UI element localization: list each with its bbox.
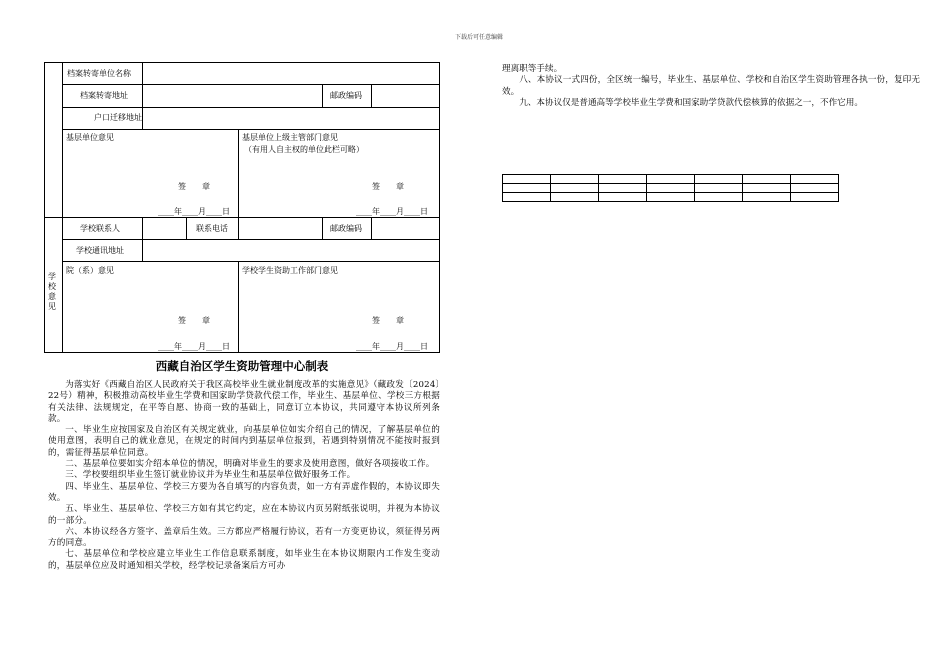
superior-opinion-label: 基层单位上级主管部门意见 (242, 133, 338, 142)
superior-date-label: ____年____月____日 (356, 207, 428, 216)
aid-date-label: ____年____月____日 (356, 342, 428, 351)
agreement-continuation (502, 64, 920, 109)
aid-sign-label: 签 章 (372, 316, 404, 325)
paragraph: 三、学校要组织毕业生签订就业协议并为毕业生和基层单位做好服务工作。 (65, 470, 356, 481)
school-side-label: 学校意见 (48, 272, 56, 311)
paragraph: 理离职等手续。 (502, 64, 563, 74)
superior-opinion-note: （有用人自主权的单位此栏可略） (244, 145, 364, 154)
school-address-label: 学校通讯地址 (76, 246, 124, 255)
dept-opinion-label: 院（系）意见 (66, 266, 114, 275)
blank-table (502, 174, 839, 202)
paragraph: 六、本协议经各方签字、盖章后生效。三方都应严格履行协议，若有一方变更协议，须征得另两方的同意。 (48, 526, 440, 549)
paragraph: 七、基层单位和学校应建立毕业生工作信息联系制度，如毕业生在本协议期限内工作发生变动的，基层单位应及时通知相关学校，经学校记录备案后方可办 (48, 549, 440, 571)
paragraph: 八、本协议一式四份，全区统一编号，毕业生、基层单位、学校和自治区学生资助管理各执一份，复印无效。 (502, 75, 920, 97)
page-title: 西藏自治区学生资助管理中心制表 (155, 359, 329, 373)
paragraph: 二、基层单位要如实介绍本单位的情况，明确对毕业生的要求及使用意图，做好各项接收工作。 (65, 459, 435, 470)
table-row (503, 193, 839, 202)
superior-sign-label: 签 章 (372, 182, 404, 191)
dept-date-label: ____年____月____日 (158, 342, 230, 351)
unit-opinion-label: 基层单位意见 (66, 133, 114, 142)
aid-dept-opinion-label: 学校学生资助工作部门意见 (242, 266, 338, 275)
paragraph: 四、毕业生、基层单位、学校三方要为各自填写的内容负责，如一方有弄虚作假的，本协议即失效。 (48, 481, 440, 503)
archive-address-label: 档案转寄地址 (80, 91, 128, 100)
school-postcode-label: 邮政编码 (330, 224, 362, 233)
table-row (503, 184, 839, 193)
paragraph: 五、毕业生、基层单位、学校三方如有其它约定，应在本协议内页另附纸张说明，并视为本协议的一部分。 (48, 504, 440, 526)
hukou-label: 户口迁移地址 (94, 113, 142, 122)
table-row (503, 175, 839, 184)
header-note: 下载后可任意编辑 (455, 34, 504, 41)
archive-unit-label: 档案转寄单位名称 (67, 69, 131, 78)
school-contact-label: 学校联系人 (80, 224, 120, 233)
paragraph: 为落实好《西藏自治区人民政府关于我区高校毕业生就业制度改革的实施意见》（藏政发〔2024〕22号）精神，积极推动高校毕业生学费和国家助学贷款代偿工作，毕业生、基层单位、学校三方根据有关法律、法规规定，在平等自愿、协商一致的基础上，同意订立本协议，共同遵守本协议所列条款。 (48, 380, 440, 424)
dept-sign-label: 签 章 (178, 316, 210, 325)
unit-date-label: ____年____月____日 (158, 207, 230, 216)
paragraph: 九、本协议仅是普通高等学校毕业生学费和国家助学贷款代偿核算的依据之一，不作它用。 (519, 97, 863, 108)
paragraph: 一、毕业生应按国家及自治区有关规定就业，向基层单位如实介绍自己的情况，了解基层单位的使用意图，表明自己的就业意见，在规定的时间内到基层单位报到，若遇到特别情况不能按时报到的，需征得基层单位同意。 (48, 425, 440, 458)
phone-label: 联系电话 (196, 224, 228, 233)
agreement-body (48, 380, 440, 572)
postcode-label: 邮政编码 (330, 91, 362, 100)
unit-sign-label: 签 章 (178, 182, 210, 191)
